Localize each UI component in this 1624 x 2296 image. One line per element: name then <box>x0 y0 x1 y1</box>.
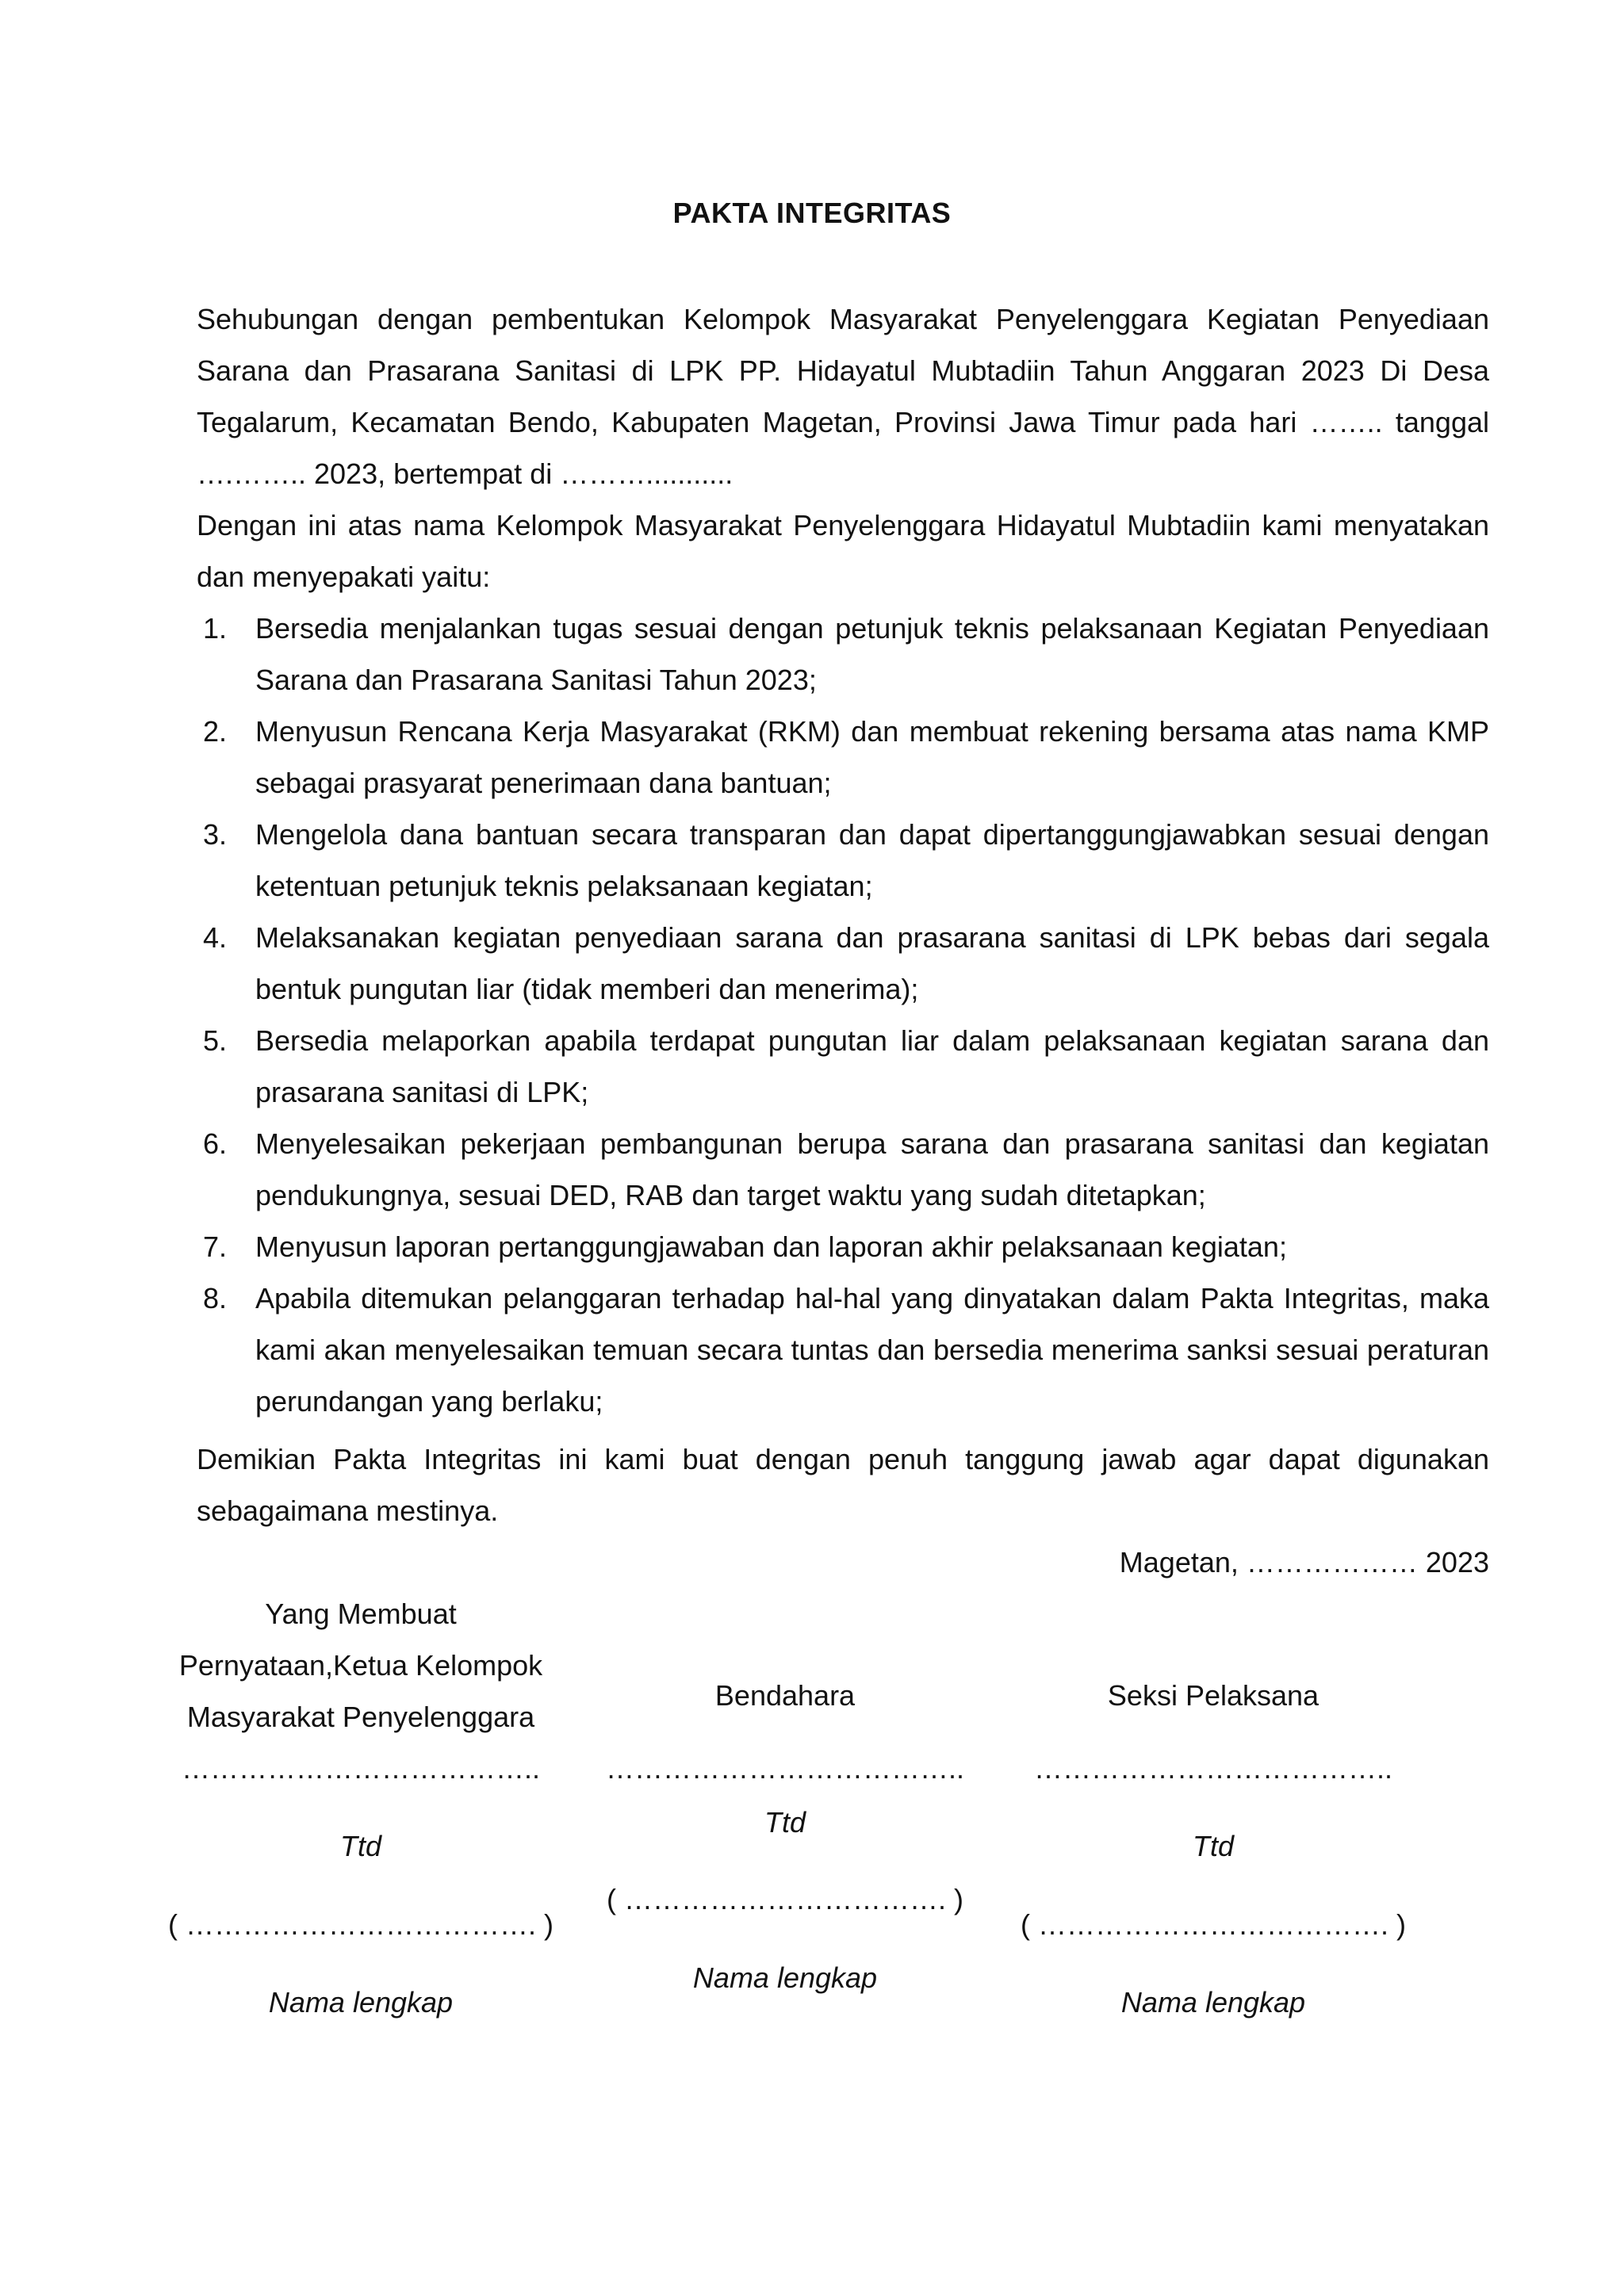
signature-role-line: Pernyataan,Ketua Kelompok <box>178 1649 543 1682</box>
signature-dots: ……………………………….. <box>181 1752 540 1785</box>
document-title: PAKTA INTEGRITAS <box>672 197 952 229</box>
list-item-text: Apabila ditemukan pelanggaran terhadap hal-hal yang dinyatakan dalam Pakta Integritas, maka kami akan menyelesaikan temuan secara tuntas dan bersedia menerima sanksi sesuai peraturan perundangan yang berlaku; <box>255 1282 1489 1418</box>
signature-role: Bendahara <box>714 1679 856 1712</box>
signature-name-label: Nama lengkap <box>1120 1986 1306 2019</box>
signature-block-executor <box>987 0 1439 2296</box>
list-item-text: Melaksanakan kegiatan penyediaan sarana dan prasarana sanitasi di LPK bebas dari segala bentuk pungutan liar (tidak memberi dan menerima); <box>255 921 1489 1005</box>
list-item-text: Bersedia melaporkan apabila terdapat pungutan liar dalam pelaksanaan kegiatan sarana dan prasarana sanitasi di LPK; <box>255 1024 1489 1108</box>
list-item-number: 1. <box>203 612 228 645</box>
list-item-text: Menyusun Rencana Kerja Masyarakat (RKM) dan membuat rekening bersama atas nama KMP sebagai prasyarat penerimaan dana bantuan; <box>255 715 1489 799</box>
statement-paragraph: Dengan ini atas nama Kelompok Masyarakat Penyelenggara Hidayatul Mubtadiin kami menyatakan dan menyepakati yaitu: <box>197 509 1489 593</box>
signature-name-line: ( ……………………………. ) <box>607 1883 963 1915</box>
signature-name-line: ( ………………………………. ) <box>168 1908 553 1941</box>
list-item-number: 7. <box>203 1230 228 1263</box>
signature-role: Seksi Pelaksana <box>1107 1679 1320 1712</box>
list-item-text: Mengelola dana bantuan secara transparan dan dapat dipertanggungjawabkan sesuai dengan ketentuan petunjuk teknis pelaksanaan kegiatan; <box>255 818 1489 902</box>
intro-paragraph: Sehubungan dengan pembentukan Kelompok Masyarakat Penyelenggara Kegiatan Penyediaan Sarana dan Prasarana Sanitasi di LPK PP. Hidayatul Mubtadiin Tahun Anggaran 2023 Di Desa Tegalarum, Kecamatan Bendo, Kabupaten Magetan, Provinsi Jawa Timur pada hari …….. tanggal ….…….. 2023, bertempat di ………........... <box>197 303 1489 490</box>
list-item-number: 6. <box>203 1127 228 1160</box>
list-item-text: Menyelesaikan pekerjaan pembangunan berupa sarana dan prasarana sanitasi dan kegiatan pendukungnya, sesuai DED, RAB dan target waktu yang sudah ditetapkan; <box>255 1127 1489 1211</box>
signature-role-line: Yang Membuat <box>265 1598 457 1630</box>
signature-dots: ……………………………….. <box>605 1752 964 1785</box>
list-item-text: Bersedia menjalankan tugas sesuai dengan petunjuk teknis pelaksanaan Kegiatan Penyediaan Sarana dan Prasarana Sanitasi Tahun 2023; <box>255 612 1489 696</box>
signature-block-chair <box>135 0 587 2296</box>
signature-dots: ……………………………….. <box>1033 1752 1392 1785</box>
closing-paragraph: Demikian Pakta Integritas ini kami buat dengan penuh tanggung jawab agar dapat digunakan sebagaimana mestinya. <box>197 1443 1489 1527</box>
signature-ttd: Ttd <box>1192 1830 1234 1862</box>
list-item-number: 3. <box>203 818 228 851</box>
signature-block-treasurer <box>559 0 1011 2296</box>
signature-name-label: Nama lengkap <box>268 1986 454 2019</box>
list-item-text: Menyusun laporan pertanggungjawaban dan laporan akhir pelaksanaan kegiatan; <box>255 1230 1287 1263</box>
list-item-number: 8. <box>203 1282 228 1314</box>
signature-name-label: Nama lengkap <box>692 1961 878 1994</box>
list-item-number: 4. <box>203 921 228 954</box>
signature-ttd: Ttd <box>764 1806 806 1839</box>
list-item-number: 2. <box>203 715 228 748</box>
signature-ttd: Ttd <box>339 1830 381 1862</box>
signature-name-line: ( ………………………………. ) <box>1021 1908 1406 1941</box>
place-date: Magetan, ……………… 2023 <box>1119 1546 1489 1578</box>
list-item-number: 5. <box>203 1024 228 1057</box>
signature-role-line: Masyarakat Penyelenggara <box>186 1701 535 1733</box>
